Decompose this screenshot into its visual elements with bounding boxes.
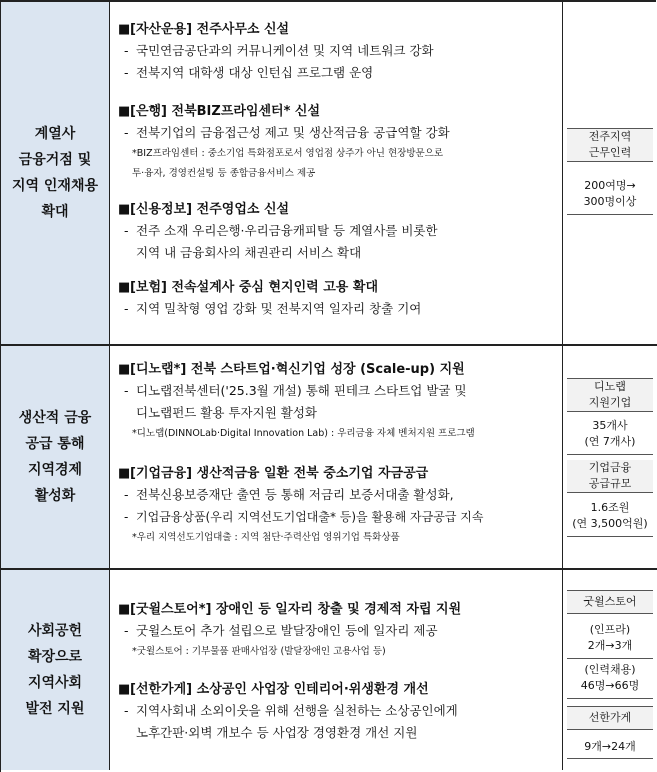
list-item: [118, 102, 560, 184]
item-heading: ■ [기업금융] 생산적금융 일환 전북 중소기업 자금공급: [118, 464, 560, 484]
item-line: - 굿윌스토어 추가 설립으로 발달장애인 등에 일자리 제공: [124, 623, 438, 638]
item-heading: ■ [자산운용] 전주사무소 신설: [118, 20, 560, 40]
perf-value: 35개사 (연 7개사): [567, 418, 653, 455]
square-bullet-icon: ■: [118, 362, 131, 377]
category-label: 계열사 금융거점 및 지역 인재채용 확대: [11, 126, 99, 220]
list-item: [118, 680, 560, 744]
square-bullet-icon: ■: [118, 22, 131, 37]
item-heading: ■ [디노랩*] 전북 스타트업·혁신기업 성장 (Scale-up) 지원: [118, 360, 560, 380]
list-item: [118, 278, 560, 320]
perf-label: 디노랩 지원기업: [567, 378, 653, 412]
row-description: [110, 346, 563, 568]
item-line: - 디노랩전북센터('25.3월 개설) 통해 핀테크 스타트업 발굴 및: [124, 383, 467, 398]
item-note: *디노랩(DINNOLab·Digital Innovation Lab) : 우리금융 자체 벤처지원 프로그램: [132, 428, 475, 439]
item-line: - 전주 소재 우리은행·우리금융캐피탈 등 계열사를 비롯한: [124, 223, 438, 238]
item-line: - 전북지역 대학생 대상 인턴십 프로그램 운영: [124, 65, 374, 80]
perf-label: 기업금융 공급규모: [567, 460, 653, 493]
perf-value: (인력채용) 46명→66명: [567, 662, 653, 699]
item-note: *BIZ프라임센터 : 중소기업 특화점포로서 영업점 상주가 아닌 현장방문으로: [132, 148, 444, 159]
perf-label: 굿윌스토어: [567, 590, 653, 614]
list-item: [118, 464, 560, 548]
list-item: [118, 600, 560, 662]
perf-value: 9개→24개: [567, 736, 653, 759]
row-description: [110, 2, 563, 344]
item-heading: ■ [굿윌스토어*] 장애인 등 일자리 창출 및 경제적 자립 지원: [118, 600, 560, 620]
item-heading: ■ [은행] 전북BIZ프라임센터* 신설: [118, 102, 560, 122]
square-bullet-icon: ■: [118, 682, 131, 697]
perf-value: (인프라) 2개→3개: [567, 622, 653, 659]
item-line: - 기업금융상품(우리 지역선도기업대출* 등)을 활용해 자금공급 지속: [124, 510, 484, 524]
square-bullet-icon: ■: [118, 602, 131, 617]
list-item: [118, 20, 560, 84]
list-item: [118, 360, 560, 444]
item-line: - 지역 밀착형 영업 강화 및 전북지역 일자리 창출 기여: [124, 301, 422, 316]
item-note: 투·융자, 경영컨설팅 등 종합금융서비스 제공: [132, 168, 316, 179]
item-line: 지역 내 금융회사의 채권관리 서비스 확대: [136, 245, 362, 260]
table-row: [1, 2, 657, 346]
row-performance: [563, 2, 657, 344]
item-heading: ■ [보험] 전속설계사 중심 현지인력 고용 확대: [118, 278, 560, 298]
item-line: - 지역사회내 소외이웃을 위해 선행을 실천하는 소상공인에게: [124, 703, 458, 718]
row-performance: [563, 346, 657, 568]
perf-value: 1.6조원 (연 3,500억원): [567, 500, 653, 537]
perf-label: 전주지역 근무인력: [567, 128, 653, 162]
list-item: [118, 200, 560, 264]
item-line: - 국민연금공단과의 커뮤니케이션 및 지역 네트워크 강화: [124, 43, 434, 58]
item-line: - 전북기업의 금융접근성 제고 및 생산적금융 공급역할 강화: [124, 125, 450, 140]
item-note: *굿윌스토어 : 기부물품 판매사업장 (발달장애인 고용사업 등): [132, 646, 386, 657]
table-row: [1, 570, 657, 770]
row-category: [1, 2, 110, 344]
table-row: [1, 346, 657, 570]
perf-label: 선한가게: [567, 706, 653, 730]
category-label: 사회공헌 확장으로 지역사회 발전 지원: [25, 623, 85, 717]
category-label: 생산적 금융 공급 통해 지역경제 활성화: [18, 410, 92, 504]
row-category: [1, 570, 110, 770]
row-category: [1, 346, 110, 568]
square-bullet-icon: ■: [118, 202, 131, 217]
perf-value: 200여명→ 300명이상: [567, 178, 653, 215]
item-line: 노후간판·외벽 개보수 등 사업장 경영환경 개선 지원: [136, 725, 418, 740]
item-line: - 전북신용보증재단 출연 등 통해 저금리 보증서대출 활성화,: [124, 487, 454, 502]
item-note: *우리 지역선도기업대출 : 지역 첨단·주력산업 영위기업 특화상품: [132, 532, 400, 543]
square-bullet-icon: ■: [118, 104, 131, 119]
item-heading: ■ [선한가게] 소상공인 사업장 인테리어·위생환경 개선: [118, 680, 560, 700]
square-bullet-icon: ■: [118, 280, 131, 295]
item-heading: ■ [신용정보] 전주영업소 신설: [118, 200, 560, 220]
row-performance: [563, 570, 657, 770]
item-line: 디노랩펀드 활용 투자지원 활성화: [136, 405, 317, 420]
row-description: [110, 570, 563, 770]
square-bullet-icon: ■: [118, 466, 131, 481]
